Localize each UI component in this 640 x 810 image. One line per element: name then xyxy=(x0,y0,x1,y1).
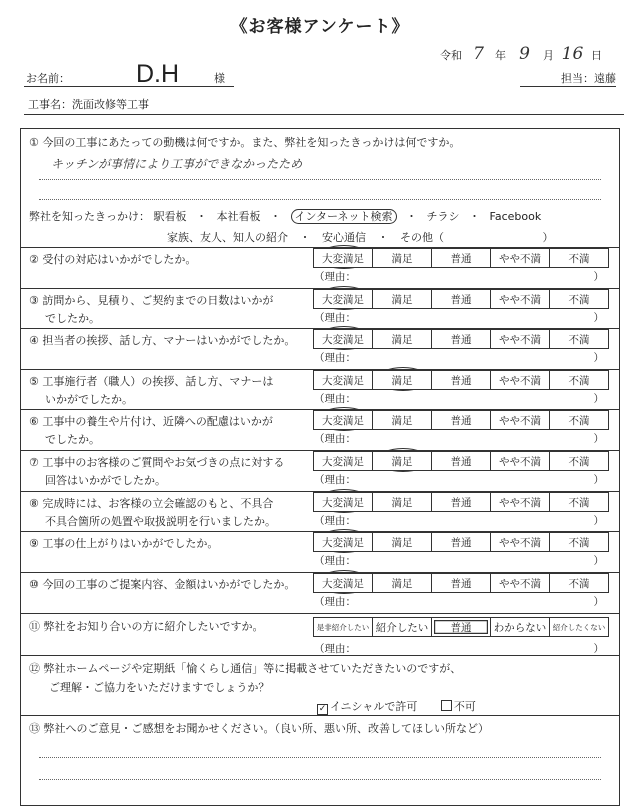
source-facebook[interactable]: Facebook xyxy=(489,210,542,223)
rating-option[interactable]: 大変満足 xyxy=(313,329,373,349)
q11-option[interactable]: 普通 xyxy=(431,617,491,637)
rating-option[interactable]: 普通 xyxy=(431,410,491,430)
rating-option[interactable]: 満足 xyxy=(372,410,432,430)
rating-option[interactable]: 満足 xyxy=(372,248,432,268)
reason-label: （理由： xyxy=(314,596,356,608)
rating-option[interactable]: 大変満足 xyxy=(313,532,373,552)
rating-option[interactable]: やや不満 xyxy=(490,370,550,390)
rating-option[interactable]: やや不満 xyxy=(490,410,550,430)
reason-close: ） xyxy=(593,474,604,486)
staff-field: 担当：遠藤 xyxy=(520,70,616,87)
rating-question-line1: ③ 訪問から、見積り、ご契約までの日数はいかが xyxy=(29,294,274,307)
month-unit: 月 xyxy=(543,49,554,62)
rating-option[interactable]: 満足 xyxy=(372,289,432,309)
reason-field[interactable] xyxy=(314,269,604,284)
rating-option[interactable]: やや不満 xyxy=(490,329,550,349)
reason-label: （理由： xyxy=(314,352,356,364)
reason-close: ） xyxy=(593,271,604,283)
rating-option[interactable]: 大変満足 xyxy=(313,451,373,471)
reason-label: （理由： xyxy=(314,555,356,567)
date-line xyxy=(440,44,620,64)
rating-option[interactable]: 不満 xyxy=(549,370,609,390)
rating-option[interactable]: 不満 xyxy=(549,532,609,552)
rating-options xyxy=(314,492,609,512)
q13-question: ⑬ 弊社へのご意見・ご感想をお聞かせください。（良い所、悪い所、改善してほしい所など） xyxy=(29,722,489,735)
rating-option[interactable]: 満足 xyxy=(372,573,432,593)
rating-option[interactable]: やや不満 xyxy=(490,451,550,471)
reason-field[interactable] xyxy=(314,431,604,446)
q1-source-row xyxy=(29,207,541,226)
work-name: 工事名：洗面改修等工事 xyxy=(24,96,624,115)
divider xyxy=(21,715,619,716)
rating-options xyxy=(314,289,609,309)
reason-field[interactable] xyxy=(314,350,604,365)
rating-question-line1: ⑤ 工事施行者（職人）の挨拶、話し方、マナーは xyxy=(29,375,274,388)
day-unit: 日 xyxy=(591,49,602,62)
name-value[interactable]: D.H xyxy=(136,60,180,88)
rating-option[interactable]: 普通 xyxy=(431,370,491,390)
rating-option[interactable]: 大変満足 xyxy=(313,492,373,512)
reason-close: ） xyxy=(593,596,604,608)
q12-yes-checkbox[interactable]: ✓ xyxy=(318,704,327,714)
rating-options xyxy=(314,532,609,552)
page-title: 《お客様アンケート》 xyxy=(230,17,410,37)
reason-field[interactable] xyxy=(314,391,604,406)
q12-yes-label: イニシャルで許可 xyxy=(330,700,418,713)
rating-options xyxy=(314,410,609,430)
rating-option[interactable]: 普通 xyxy=(431,451,491,471)
year-value[interactable]: 7 xyxy=(473,44,484,64)
rating-option[interactable]: やや不満 xyxy=(490,532,550,552)
q13-answer-line-2 xyxy=(39,779,601,780)
rating-option[interactable]: 大変満足 xyxy=(313,573,373,593)
q11-option[interactable]: 紹介したい xyxy=(372,617,432,637)
reason-label: （理由： xyxy=(314,515,356,527)
rating-option[interactable]: 普通 xyxy=(431,289,491,309)
rating-options xyxy=(314,370,609,390)
source-label: 弊社を知ったきっかけ： xyxy=(29,210,150,223)
reason-close: ） xyxy=(593,312,604,324)
rating-option[interactable]: 不満 xyxy=(549,248,609,268)
rating-option[interactable]: やや不満 xyxy=(490,248,550,268)
rating-options xyxy=(314,451,609,471)
day-value[interactable]: 16 xyxy=(561,44,584,64)
rating-option[interactable]: 普通 xyxy=(431,248,491,268)
q13-answer-line xyxy=(39,757,601,758)
rating-option[interactable]: 満足 xyxy=(372,370,432,390)
q11-option[interactable]: 紹介したくない xyxy=(549,617,609,637)
rating-question-line2: でしたか。 xyxy=(45,433,100,446)
reason-close: ） xyxy=(593,352,604,364)
reason-label: （理由： xyxy=(314,393,356,405)
rating-question-line2: いかがでしたか。 xyxy=(45,393,133,406)
reason-label: （理由： xyxy=(314,312,356,324)
rating-question-line1: ② 受付の対応はいかがでしたか。 xyxy=(29,253,197,266)
era-label: 令和 xyxy=(440,49,462,62)
rating-option[interactable]: 普通 xyxy=(431,329,491,349)
source-internet-search[interactable]: インターネット検索 xyxy=(291,209,397,224)
rating-question-line2: 回答はいかがでしたか。 xyxy=(45,474,166,487)
separator: ・ xyxy=(469,210,481,223)
q11-option[interactable]: わからない xyxy=(490,617,550,637)
name-label: お名前： xyxy=(26,72,70,85)
rating-question-line1: ⑥ 工事中の養生や片付け、近隣への配慮はいかが xyxy=(29,415,273,428)
rating-option[interactable]: 普通 xyxy=(431,532,491,552)
rating-question-line1: ⑦ 工事中のお客様のご質問やお気づきの点に対する xyxy=(29,456,285,469)
source-referral[interactable]: 家族、友人、知人の紹介 xyxy=(167,231,288,244)
reason-close: ） xyxy=(593,555,604,567)
q12-options xyxy=(317,697,476,716)
rating-options xyxy=(314,573,609,593)
q11-options xyxy=(314,617,609,637)
rating-option[interactable]: 不満 xyxy=(549,492,609,512)
reason-close: ） xyxy=(593,433,604,445)
source-other[interactable]: その他（ xyxy=(400,231,444,244)
q1-question: ① 今回の工事にあたっての動機は何ですか。また、弊社を知ったきっかけは何ですか。 xyxy=(29,136,461,149)
source-other-close: ） xyxy=(542,231,554,244)
source-station-sign[interactable]: 駅看板 xyxy=(153,210,187,223)
rating-option[interactable]: 大変満足 xyxy=(313,248,373,268)
q11-reason xyxy=(314,641,604,656)
name-suffix: 様 xyxy=(214,72,225,85)
rating-option[interactable]: 満足 xyxy=(372,451,432,471)
q12-no-checkbox[interactable] xyxy=(441,700,452,711)
reason-label: （理由： xyxy=(314,433,356,445)
rating-option[interactable]: やや不満 xyxy=(490,492,550,512)
reason-field[interactable] xyxy=(314,594,604,609)
rating-option[interactable]: 満足 xyxy=(372,532,432,552)
reason-field[interactable] xyxy=(314,310,604,325)
rating-option[interactable]: 不満 xyxy=(549,289,609,309)
rating-option[interactable]: 満足 xyxy=(372,492,432,512)
reason-label: （理由： xyxy=(314,643,356,655)
separator: ・ xyxy=(270,210,281,223)
separator: ・ xyxy=(377,231,389,244)
source-flyer[interactable]: チラシ xyxy=(426,210,460,223)
rating-option[interactable]: やや不満 xyxy=(490,573,550,593)
q12-no-label: 不可 xyxy=(453,700,476,713)
divider xyxy=(21,613,619,614)
rating-option[interactable]: やや不満 xyxy=(490,289,550,309)
rating-options xyxy=(314,248,609,268)
rating-question-line2: 不具合箇所の処置や取扱説明を行いましたか。 xyxy=(45,515,276,528)
month-value[interactable]: 9 xyxy=(519,44,530,64)
rating-option[interactable]: 大変満足 xyxy=(313,289,373,309)
rating-option[interactable]: 満足 xyxy=(372,329,432,349)
q12-line1: ⑫ 弊社ホームページや定期紙「愉くらし通信」等に掲載させていただきたいのですが、 xyxy=(29,662,462,675)
reason-field[interactable] xyxy=(314,553,604,568)
separator: ・ xyxy=(299,231,311,244)
rating-question-line2: でしたか。 xyxy=(45,312,100,325)
q11-option[interactable]: 是非紹介したい xyxy=(313,617,373,637)
name-field xyxy=(24,60,234,88)
reason-field[interactable] xyxy=(314,472,604,487)
rating-option[interactable]: 大変満足 xyxy=(313,410,373,430)
q1-answer[interactable]: キッチンが事情により工事ができなかったため xyxy=(51,157,303,171)
rating-option[interactable]: 不満 xyxy=(549,573,609,593)
rating-option[interactable]: 大変満足 xyxy=(313,370,373,390)
q12-line2: ご理解・ご協力をいただけますでしょうか？ xyxy=(49,681,270,694)
reason-close: ） xyxy=(593,393,604,405)
reason-label: （理由： xyxy=(314,474,356,486)
source-newsletter[interactable]: 安心通信 xyxy=(322,231,366,244)
year-unit: 年 xyxy=(495,49,506,62)
rating-question-line1: ⑧ 完成時には、お客様の立会確認のもと、不具合 xyxy=(29,497,274,510)
rating-question-line1: ⑩ 今回の工事のご提案内容、金額はいかがでしたか。 xyxy=(29,578,296,591)
rating-option[interactable]: 普通 xyxy=(431,492,491,512)
divider xyxy=(21,655,619,656)
rating-option[interactable]: 普通 xyxy=(431,573,491,593)
reason-close: ） xyxy=(593,643,604,655)
q1-source-row-2 xyxy=(167,228,554,247)
survey-frame xyxy=(20,128,620,806)
reason-close: ） xyxy=(593,515,604,527)
reason-label: （理由： xyxy=(314,271,356,283)
source-hq-sign[interactable]: 本社看板 xyxy=(216,210,261,223)
separator: ・ xyxy=(406,210,418,223)
q1-answer-line xyxy=(39,179,601,180)
reason-field[interactable] xyxy=(314,513,604,528)
rating-question-line1: ⑨ 工事の仕上がりはいかがでしたか。 xyxy=(29,537,219,550)
q11-question: ⑪ 弊社をお知り合いの方に紹介したいですか。 xyxy=(29,620,264,633)
separator: ・ xyxy=(196,210,207,223)
rating-options xyxy=(314,329,609,349)
rating-option[interactable]: 不満 xyxy=(549,410,609,430)
q1-answer-line-2 xyxy=(39,199,601,200)
rating-question-line1: ④ 担当者の挨拶、話し方、マナーはいかがでしたか。 xyxy=(29,334,296,347)
rating-option[interactable]: 不満 xyxy=(549,451,609,471)
rating-option[interactable]: 不満 xyxy=(549,329,609,349)
